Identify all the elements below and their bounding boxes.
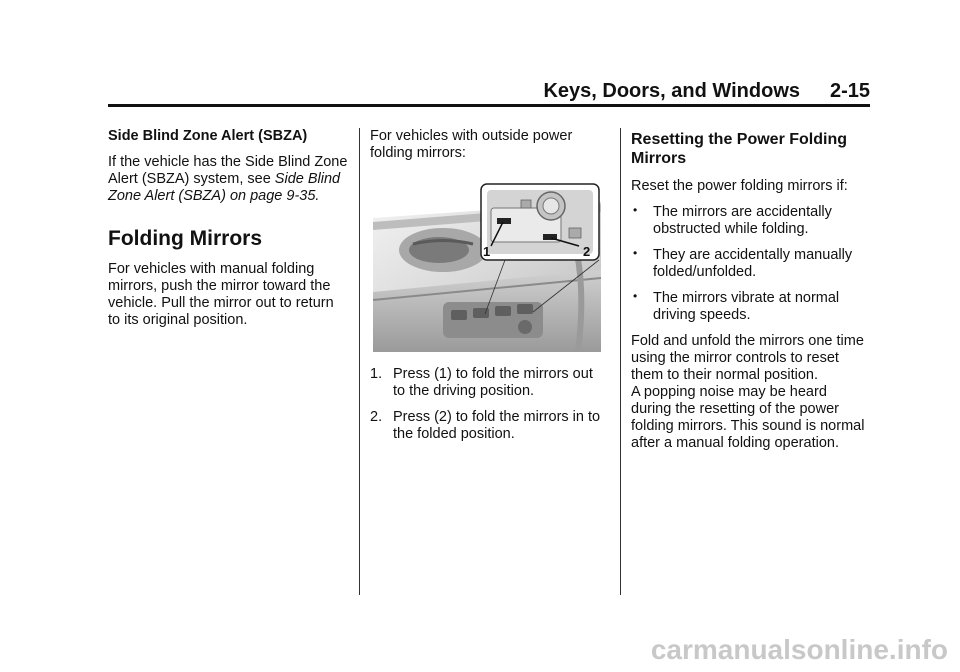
sbza-cross-reference-link[interactable]: Side Blind Zone Alert (SBZA) on page 9-35. — [108, 171, 341, 204]
fold-out-button — [497, 218, 511, 224]
popping-noise-note: A popping noise may be heard during the resetting of the power folding mirrors. This sound is normal after a manual folding operation. — [631, 384, 865, 451]
mirror-control-illustration — [373, 182, 601, 352]
magnified-inset — [481, 184, 599, 260]
list-item: • The mirrors vibrate at normal driving speeds. — [631, 290, 871, 324]
list-item — [370, 366, 605, 400]
reset-instructions: Fold and unfold the mirrors one time using the mirror controls to reset them to their normal position. — [631, 333, 864, 383]
list-item: • They are accidentally manually folded/unfolded. — [631, 247, 871, 281]
list-item: • The mirrors are accidentally obstructed while folding. — [631, 204, 871, 238]
step-text: Press (2) to fold the mirrors in to the folded position. — [393, 409, 601, 442]
callout-1: 1 — [483, 244, 491, 259]
bullet-list — [631, 204, 871, 324]
folding-mirrors-heading: Folding Mirrors — [108, 227, 262, 250]
step-number: 2. — [370, 409, 383, 425]
step-number: 1. — [370, 366, 383, 382]
column-divider — [620, 128, 621, 595]
steps-list — [370, 366, 605, 443]
section-title: Keys, Doors, and Windows — [543, 80, 800, 102]
resetting-heading: Resetting the Power Folding Mirrors — [631, 131, 848, 167]
sbza-heading: Side Blind Zone Alert (SBZA) — [108, 128, 308, 144]
column-divider — [359, 128, 360, 595]
window-switch-panel — [443, 302, 543, 338]
step-text: Press (1) to fold the mirrors out to the driving position. — [393, 366, 593, 399]
watermark: carmanualsonline.info — [650, 634, 948, 665]
sbza-paragraph — [108, 154, 348, 205]
page-header — [108, 80, 870, 107]
door-handle — [399, 228, 487, 272]
column-left — [108, 128, 348, 338]
door-panel-drawing — [373, 182, 601, 352]
folding-mirrors-text: For vehicles with manual folding mirrors, push the mirror toward the vehicle. Pull the mirror out to return to its original position. — [108, 261, 334, 328]
sbza-text: If the vehicle has the Side Blind Zone Alert (SBZA) system, see — [108, 154, 348, 187]
column-middle — [370, 128, 605, 452]
callout-2: 2 — [583, 244, 591, 259]
resetting-intro: Reset the power folding mirrors if: — [631, 178, 848, 194]
list-item — [370, 409, 605, 443]
page-number: 2-15 — [829, 80, 870, 102]
power-folding-intro: For vehicles with outside power folding mirrors: — [370, 128, 573, 161]
column-right — [631, 128, 871, 461]
